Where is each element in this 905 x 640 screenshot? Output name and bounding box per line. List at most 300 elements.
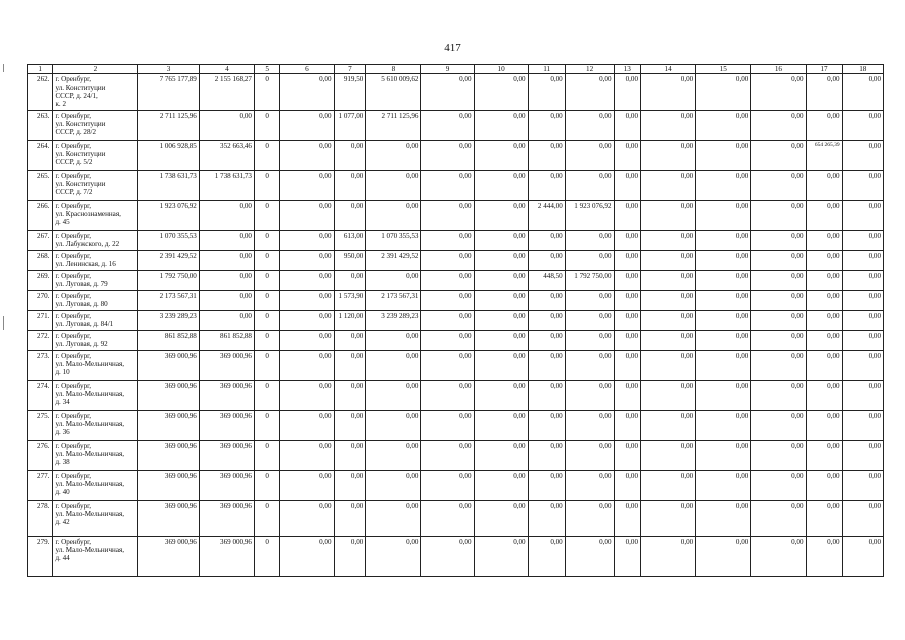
- cell-col-11: 0,00: [528, 290, 565, 310]
- cell-col-8: 0,00: [366, 170, 421, 200]
- cell-col-4: 0,00: [199, 310, 254, 330]
- address-line: г. Оренбург,: [55, 501, 92, 510]
- object-address: [53, 410, 138, 440]
- cell-col-4: 0,00: [199, 290, 254, 310]
- table-row: [28, 330, 884, 350]
- table-row: [28, 410, 884, 440]
- cell-col-18: 0,00: [842, 500, 883, 536]
- column-number-15: 15: [696, 65, 751, 74]
- cell-col-15: 0,00: [696, 500, 751, 536]
- margin-mark: [3, 64, 4, 72]
- cell-col-10: 0,00: [474, 310, 528, 330]
- cell-col-7: 0,00: [334, 350, 366, 380]
- object-address: [53, 110, 138, 140]
- cell-col-8: 2 173 567,31: [366, 290, 421, 310]
- cell-col-17: 0,00: [806, 110, 842, 140]
- row-index: 272.: [28, 330, 53, 350]
- cell-col-18: 0,00: [842, 230, 883, 250]
- cell-col-11: 0,00: [528, 380, 565, 410]
- cell-col-9: 0,00: [421, 310, 474, 330]
- row-index: 263.: [28, 110, 53, 140]
- address-line: ул. Конституции: [55, 83, 106, 92]
- address-line: ул. Лабужского, д. 22: [55, 239, 120, 248]
- cell-col-9: 0,00: [421, 500, 474, 536]
- address-line: ул. Луговая, д. 79: [55, 279, 108, 288]
- cell-col-7: 1 120,00: [334, 310, 366, 330]
- cell-col-5: 0: [254, 290, 279, 310]
- cell-col-9: 0,00: [421, 140, 474, 170]
- capital-repair-registry-table: [27, 64, 884, 577]
- cell-col-6: 0,00: [280, 230, 334, 250]
- cell-col-15: 0,00: [696, 74, 751, 110]
- cell-col-11: 0,00: [528, 250, 565, 270]
- object-address: [53, 470, 138, 500]
- object-address: [53, 170, 138, 200]
- cell-col-14: 0,00: [641, 470, 696, 500]
- object-address: [53, 200, 138, 230]
- cell-col-15: 0,00: [696, 410, 751, 440]
- cell-col-4: 369 000,96: [199, 536, 254, 576]
- cell-col-12: 1 792 750,00: [565, 270, 614, 290]
- cell-col-6: 0,00: [280, 290, 334, 310]
- cell-col-6: 0,00: [280, 350, 334, 380]
- row-index: 267.: [28, 230, 53, 250]
- cell-col-7: 613,00: [334, 230, 366, 250]
- cell-col-16: 0,00: [751, 290, 806, 310]
- row-index: 275.: [28, 410, 53, 440]
- cell-col-7: 0,00: [334, 410, 366, 440]
- cell-col-13: 0,00: [614, 270, 641, 290]
- cell-col-11: 448,50: [528, 270, 565, 290]
- cell-col-4: 369 000,96: [199, 350, 254, 380]
- cell-col-13: 0,00: [614, 290, 641, 310]
- column-number-8: 8: [366, 65, 421, 74]
- cell-col-3: 369 000,96: [138, 536, 200, 576]
- cell-col-5: 0: [254, 200, 279, 230]
- address-line: г. Оренбург,: [55, 251, 92, 260]
- table-row: [28, 230, 884, 250]
- cell-col-9: 0,00: [421, 290, 474, 310]
- cell-col-10: 0,00: [474, 250, 528, 270]
- cell-col-12: 0,00: [565, 470, 614, 500]
- cell-col-6: 0,00: [280, 440, 334, 470]
- cell-col-6: 0,00: [280, 330, 334, 350]
- cell-col-8: 1 070 355,53: [366, 230, 421, 250]
- cell-col-10: 0,00: [474, 380, 528, 410]
- cell-col-10: 0,00: [474, 140, 528, 170]
- cell-col-14: 0,00: [641, 440, 696, 470]
- cell-col-9: 0,00: [421, 230, 474, 250]
- cell-col-18: 0,00: [842, 440, 883, 470]
- cell-col-16: 0,00: [751, 500, 806, 536]
- cell-col-5: 0: [254, 330, 279, 350]
- table-row: [28, 536, 884, 576]
- cell-col-3: 369 000,96: [138, 350, 200, 380]
- cell-col-18: 0,00: [842, 140, 883, 170]
- cell-col-12: 0,00: [565, 350, 614, 380]
- cell-col-6: 0,00: [280, 380, 334, 410]
- cell-col-13: 0,00: [614, 470, 641, 500]
- cell-col-16: 0,00: [751, 74, 806, 110]
- cell-col-14: 0,00: [641, 200, 696, 230]
- cell-col-7: 919,50: [334, 74, 366, 110]
- cell-col-9: 0,00: [421, 536, 474, 576]
- row-index: 271.: [28, 310, 53, 330]
- cell-col-8: 0,00: [366, 380, 421, 410]
- cell-col-3: 1 792 750,00: [138, 270, 200, 290]
- cell-col-18: 0,00: [842, 74, 883, 110]
- cell-col-4: 369 000,96: [199, 470, 254, 500]
- page-number: 417: [444, 42, 461, 54]
- cell-col-17: 0,00: [806, 230, 842, 250]
- address-line: г. Оренбург,: [55, 171, 92, 180]
- cell-col-14: 0,00: [641, 140, 696, 170]
- address-line: ул. Луговая, д. 80: [55, 299, 108, 308]
- cell-col-13: 0,00: [614, 250, 641, 270]
- cell-col-16: 0,00: [751, 410, 806, 440]
- table-row: [28, 500, 884, 536]
- cell-col-18: 0,00: [842, 350, 883, 380]
- object-address: [53, 140, 138, 170]
- cell-col-13: 0,00: [614, 230, 641, 250]
- table-row: [28, 270, 884, 290]
- column-number-1: 1: [28, 65, 53, 74]
- table-row: [28, 250, 884, 270]
- cell-col-12: 0,00: [565, 74, 614, 110]
- object-address: [53, 230, 138, 250]
- cell-col-7: 0,00: [334, 470, 366, 500]
- cell-col-16: 0,00: [751, 310, 806, 330]
- cell-col-7: 0,00: [334, 330, 366, 350]
- cell-col-13: 0,00: [614, 200, 641, 230]
- row-index: 269.: [28, 270, 53, 290]
- column-number-6: 6: [280, 65, 334, 74]
- cell-col-17: 0,00: [806, 270, 842, 290]
- cell-col-5: 0: [254, 270, 279, 290]
- cell-col-13: 0,00: [614, 110, 641, 140]
- cell-col-12: 0,00: [565, 140, 614, 170]
- address-line: ул. Мало-Мельничная,: [55, 419, 125, 428]
- table-row: [28, 74, 884, 110]
- table-row: [28, 200, 884, 230]
- cell-col-18: 0,00: [842, 536, 883, 576]
- cell-col-17: 0,00: [806, 170, 842, 200]
- cell-col-16: 0,00: [751, 140, 806, 170]
- address-line: СССР, д. 7/2: [55, 188, 93, 197]
- cell-col-9: 0,00: [421, 440, 474, 470]
- address-line: ул. Мало-Мельничная,: [55, 509, 125, 518]
- address-line: ул. Мало-Мельничная,: [55, 389, 125, 398]
- cell-col-18: 0,00: [842, 410, 883, 440]
- column-number-17: 17: [806, 65, 842, 74]
- address-line: г. Оренбург,: [55, 411, 92, 420]
- cell-col-17: 654 265,39: [806, 140, 842, 170]
- cell-col-13: 0,00: [614, 74, 641, 110]
- cell-col-8: 0,00: [366, 200, 421, 230]
- address-line: ул. Мало-Мельничная,: [55, 479, 125, 488]
- cell-col-7: 0,00: [334, 380, 366, 410]
- cell-col-16: 0,00: [751, 270, 806, 290]
- address-line: г. Оренбург,: [55, 75, 92, 84]
- cell-col-13: 0,00: [614, 440, 641, 470]
- cell-col-4: 0,00: [199, 270, 254, 290]
- address-line: к. 2: [55, 100, 66, 109]
- column-number-12: 12: [565, 65, 614, 74]
- address-line: ул. Мало-Мельничная,: [55, 545, 125, 554]
- address-line: ул. Мало-Мельничная,: [55, 449, 125, 458]
- row-index: 270.: [28, 290, 53, 310]
- cell-col-4: 861 852,88: [199, 330, 254, 350]
- cell-col-11: 0,00: [528, 110, 565, 140]
- address-line: г. Оренбург,: [55, 201, 92, 210]
- cell-col-16: 0,00: [751, 230, 806, 250]
- cell-col-17: 0,00: [806, 500, 842, 536]
- cell-col-16: 0,00: [751, 470, 806, 500]
- cell-col-17: 0,00: [806, 350, 842, 380]
- cell-col-10: 0,00: [474, 170, 528, 200]
- address-line: г. Оренбург,: [55, 471, 92, 480]
- cell-col-4: 352 663,46: [199, 140, 254, 170]
- cell-col-13: 0,00: [614, 140, 641, 170]
- cell-col-10: 0,00: [474, 290, 528, 310]
- cell-col-16: 0,00: [751, 250, 806, 270]
- cell-col-13: 0,00: [614, 380, 641, 410]
- row-index: 262.: [28, 74, 53, 110]
- cell-col-13: 0,00: [614, 310, 641, 330]
- cell-col-3: 369 000,96: [138, 470, 200, 500]
- cell-col-6: 0,00: [280, 200, 334, 230]
- column-number-10: 10: [474, 65, 528, 74]
- address-line: д. 34: [55, 398, 70, 407]
- cell-col-11: 0,00: [528, 470, 565, 500]
- cell-col-3: 2 173 567,31: [138, 290, 200, 310]
- cell-col-17: 0,00: [806, 310, 842, 330]
- address-line: д. 42: [55, 518, 70, 527]
- cell-col-7: 1 573,90: [334, 290, 366, 310]
- cell-col-4: 0,00: [199, 230, 254, 250]
- cell-col-5: 0: [254, 536, 279, 576]
- cell-col-10: 0,00: [474, 470, 528, 500]
- cell-col-17: 0,00: [806, 536, 842, 576]
- cell-col-9: 0,00: [421, 250, 474, 270]
- address-line: г. Оренбург,: [55, 331, 92, 340]
- address-line: г. Оренбург,: [55, 271, 92, 280]
- cell-col-4: 0,00: [199, 110, 254, 140]
- cell-col-13: 0,00: [614, 500, 641, 536]
- object-address: [53, 380, 138, 410]
- margin-mark: [3, 316, 4, 330]
- table-row: [28, 170, 884, 200]
- cell-col-12: 0,00: [565, 110, 614, 140]
- cell-col-8: 0,00: [366, 330, 421, 350]
- cell-col-7: 0,00: [334, 270, 366, 290]
- cell-col-16: 0,00: [751, 536, 806, 576]
- address-line: г. Оренбург,: [55, 351, 92, 360]
- cell-col-7: 0,00: [334, 140, 366, 170]
- cell-col-8: 0,00: [366, 350, 421, 380]
- cell-col-12: 0,00: [565, 230, 614, 250]
- cell-col-10: 0,00: [474, 330, 528, 350]
- cell-col-18: 0,00: [842, 110, 883, 140]
- cell-col-3: 1 070 355,53: [138, 230, 200, 250]
- cell-col-10: 0,00: [474, 110, 528, 140]
- cell-col-6: 0,00: [280, 536, 334, 576]
- column-number-3: 3: [138, 65, 200, 74]
- cell-col-14: 0,00: [641, 500, 696, 536]
- address-line: СССР, д. 24/1,: [55, 92, 98, 101]
- cell-col-3: 1 738 631,73: [138, 170, 200, 200]
- cell-col-3: 1 006 928,85: [138, 140, 200, 170]
- cell-col-10: 0,00: [474, 200, 528, 230]
- cell-col-5: 0: [254, 110, 279, 140]
- cell-col-6: 0,00: [280, 140, 334, 170]
- object-address: [53, 350, 138, 380]
- cell-col-18: 0,00: [842, 470, 883, 500]
- cell-col-7: 1 077,00: [334, 110, 366, 140]
- table-row: [28, 470, 884, 500]
- cell-col-18: 0,00: [842, 310, 883, 330]
- cell-col-18: 0,00: [842, 330, 883, 350]
- cell-col-17: 0,00: [806, 380, 842, 410]
- address-line: ул. Луговая, д. 84/1: [55, 319, 114, 328]
- cell-col-11: 0,00: [528, 440, 565, 470]
- cell-col-15: 0,00: [696, 350, 751, 380]
- row-index: 279.: [28, 536, 53, 576]
- cell-col-17: 0,00: [806, 410, 842, 440]
- cell-col-9: 0,00: [421, 330, 474, 350]
- address-line: г. Оренбург,: [55, 141, 92, 150]
- cell-col-3: 2 711 125,96: [138, 110, 200, 140]
- cell-col-15: 0,00: [696, 200, 751, 230]
- cell-col-16: 0,00: [751, 380, 806, 410]
- cell-col-11: 0,00: [528, 170, 565, 200]
- cell-col-13: 0,00: [614, 170, 641, 200]
- cell-col-14: 0,00: [641, 230, 696, 250]
- cell-col-5: 0: [254, 380, 279, 410]
- cell-col-4: 369 000,96: [199, 440, 254, 470]
- cell-col-17: 0,00: [806, 200, 842, 230]
- cell-col-16: 0,00: [751, 350, 806, 380]
- cell-col-15: 0,00: [696, 290, 751, 310]
- cell-col-17: 0,00: [806, 250, 842, 270]
- address-line: г. Оренбург,: [55, 231, 92, 240]
- cell-col-14: 0,00: [641, 250, 696, 270]
- cell-col-15: 0,00: [696, 310, 751, 330]
- cell-col-8: 2 391 429,52: [366, 250, 421, 270]
- row-index: 273.: [28, 350, 53, 380]
- cell-col-6: 0,00: [280, 310, 334, 330]
- table-row: [28, 110, 884, 140]
- cell-col-12: 1 923 076,92: [565, 200, 614, 230]
- address-line: СССР, д. 5/2: [55, 158, 93, 167]
- column-number-18: 18: [842, 65, 883, 74]
- cell-col-17: 0,00: [806, 74, 842, 110]
- cell-col-15: 0,00: [696, 230, 751, 250]
- cell-col-6: 0,00: [280, 500, 334, 536]
- cell-col-6: 0,00: [280, 470, 334, 500]
- cell-col-16: 0,00: [751, 110, 806, 140]
- column-number-9: 9: [421, 65, 474, 74]
- column-number-row: [28, 65, 884, 74]
- column-number-7: 7: [334, 65, 366, 74]
- cell-col-11: 0,00: [528, 74, 565, 110]
- cell-col-15: 0,00: [696, 440, 751, 470]
- address-line: г. Оренбург,: [55, 537, 92, 546]
- cell-col-11: 0,00: [528, 310, 565, 330]
- cell-col-5: 0: [254, 410, 279, 440]
- cell-col-12: 0,00: [565, 380, 614, 410]
- cell-col-11: 0,00: [528, 500, 565, 536]
- row-index: 274.: [28, 380, 53, 410]
- cell-col-7: 0,00: [334, 170, 366, 200]
- address-line: ул. Конституции: [55, 119, 106, 128]
- cell-col-9: 0,00: [421, 170, 474, 200]
- cell-col-14: 0,00: [641, 270, 696, 290]
- cell-col-8: 3 239 289,23: [366, 310, 421, 330]
- cell-col-8: 2 711 125,96: [366, 110, 421, 140]
- column-number-14: 14: [641, 65, 696, 74]
- address-line: ул. Краснознаменная,: [55, 209, 121, 218]
- column-number-13: 13: [614, 65, 641, 74]
- cell-col-3: 2 391 429,52: [138, 250, 200, 270]
- cell-col-3: 369 000,96: [138, 410, 200, 440]
- cell-col-14: 0,00: [641, 330, 696, 350]
- cell-col-10: 0,00: [474, 440, 528, 470]
- cell-col-5: 0: [254, 310, 279, 330]
- cell-col-13: 0,00: [614, 410, 641, 440]
- row-index: 266.: [28, 200, 53, 230]
- row-index: 277.: [28, 470, 53, 500]
- cell-col-11: 0,00: [528, 350, 565, 380]
- cell-col-17: 0,00: [806, 470, 842, 500]
- cell-col-10: 0,00: [474, 536, 528, 576]
- cell-col-3: 7 765 177,89: [138, 74, 200, 110]
- cell-col-12: 0,00: [565, 250, 614, 270]
- cell-col-14: 0,00: [641, 410, 696, 440]
- address-line: д. 44: [55, 554, 70, 563]
- cell-col-14: 0,00: [641, 74, 696, 110]
- cell-col-8: 0,00: [366, 440, 421, 470]
- cell-col-17: 0,00: [806, 330, 842, 350]
- cell-col-4: 0,00: [199, 250, 254, 270]
- row-index: 278.: [28, 500, 53, 536]
- row-index: 264.: [28, 140, 53, 170]
- address-line: СССР, д. 28/2: [55, 128, 97, 137]
- address-line: ул. Конституции: [55, 149, 106, 158]
- address-line: ул. Луговая, д. 92: [55, 339, 108, 348]
- object-address: [53, 270, 138, 290]
- address-line: д. 36: [55, 428, 70, 437]
- cell-col-11: 2 444,00: [528, 200, 565, 230]
- cell-col-5: 0: [254, 74, 279, 110]
- column-number-2: 2: [53, 65, 138, 74]
- cell-col-13: 0,00: [614, 350, 641, 380]
- cell-col-16: 0,00: [751, 200, 806, 230]
- cell-col-5: 0: [254, 500, 279, 536]
- cell-col-18: 0,00: [842, 170, 883, 200]
- cell-col-4: 2 155 168,27: [199, 74, 254, 110]
- cell-col-15: 0,00: [696, 380, 751, 410]
- cell-col-3: 3 239 289,23: [138, 310, 200, 330]
- cell-col-6: 0,00: [280, 250, 334, 270]
- object-address: [53, 74, 138, 110]
- cell-col-4: 0,00: [199, 200, 254, 230]
- cell-col-3: 1 923 076,92: [138, 200, 200, 230]
- cell-col-8: 0,00: [366, 536, 421, 576]
- address-line: ул. Мало-Мельничная,: [55, 359, 125, 368]
- table-row: [28, 290, 884, 310]
- row-index: 265.: [28, 170, 53, 200]
